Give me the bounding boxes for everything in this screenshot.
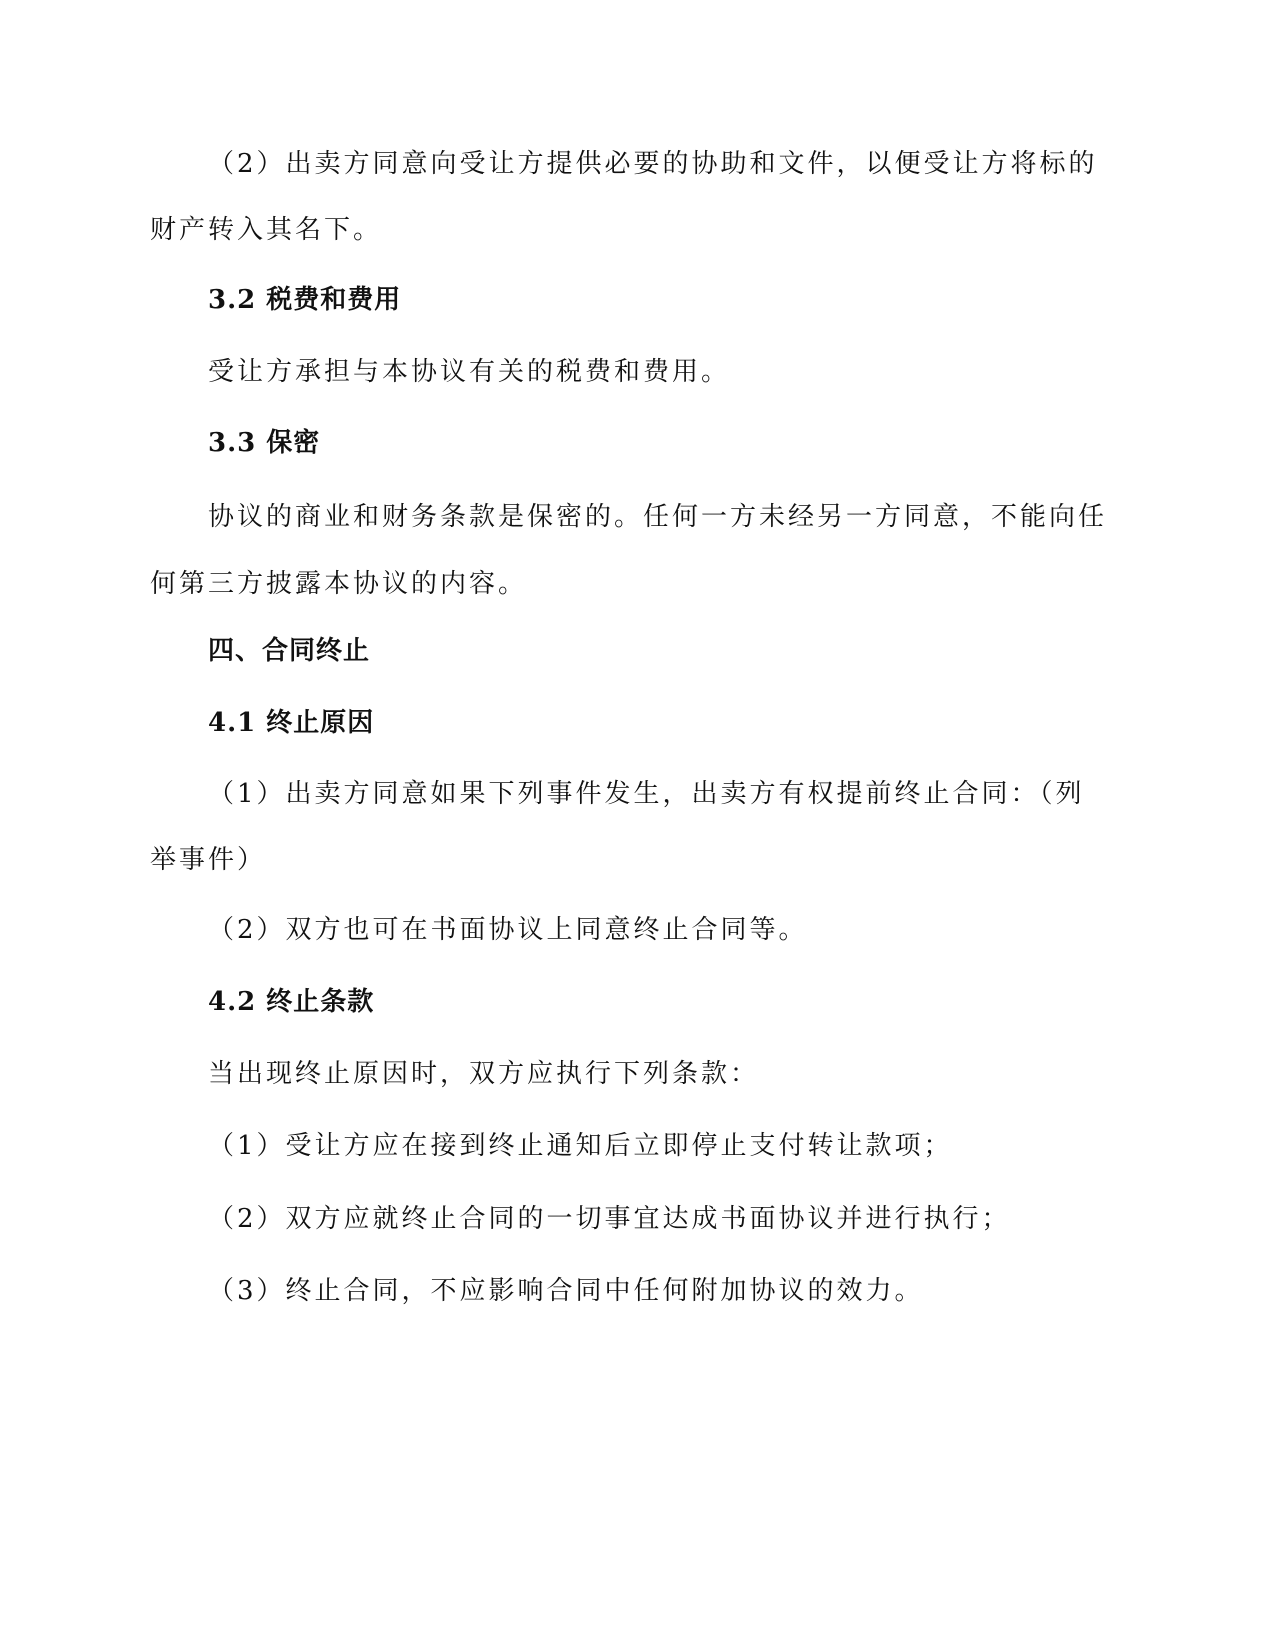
paragraph-line: 协议的商业和财务条款是保密的。任何一方未经另一方同意，不能向任	[208, 502, 1108, 532]
paragraph-line: 何第三方披露本协议的内容。	[150, 569, 528, 599]
paragraph-line: 当出现终止原因时，双方应执行下列条款：	[208, 1059, 760, 1089]
paragraph-line: （1）出卖方同意如果下列事件发生，出卖方有权提前终止合同：（列	[208, 779, 1085, 809]
list-item: （2）双方应就终止合同的一切事宜达成书面协议并进行执行；	[208, 1204, 1011, 1234]
chapter-heading: 四、合同终止	[208, 636, 371, 666]
paragraph-line: 受让方承担与本协议有关的税费和费用。	[208, 357, 731, 387]
section-heading: 4.2 终止条款	[208, 987, 375, 1017]
list-item: （1）受让方应在接到终止通知后立即停止支付转让款项；	[208, 1131, 953, 1161]
paragraph-line: （2）出卖方同意向受让方提供必要的协助和文件，以便受让方将标的	[208, 149, 1098, 179]
paragraph-line: （2）双方也可在书面协议上同意终止合同等。	[208, 915, 808, 945]
list-item: （3）终止合同，不应影响合同中任何附加协议的效力。	[208, 1276, 924, 1306]
section-heading: 3.2 税费和费用	[208, 285, 402, 315]
section-heading: 4.1 终止原因	[208, 708, 375, 738]
paragraph-line: 举事件）	[150, 845, 267, 875]
section-heading: 3.3 保密	[208, 428, 321, 458]
paragraph-line: 财产转入其名下。	[150, 215, 383, 245]
